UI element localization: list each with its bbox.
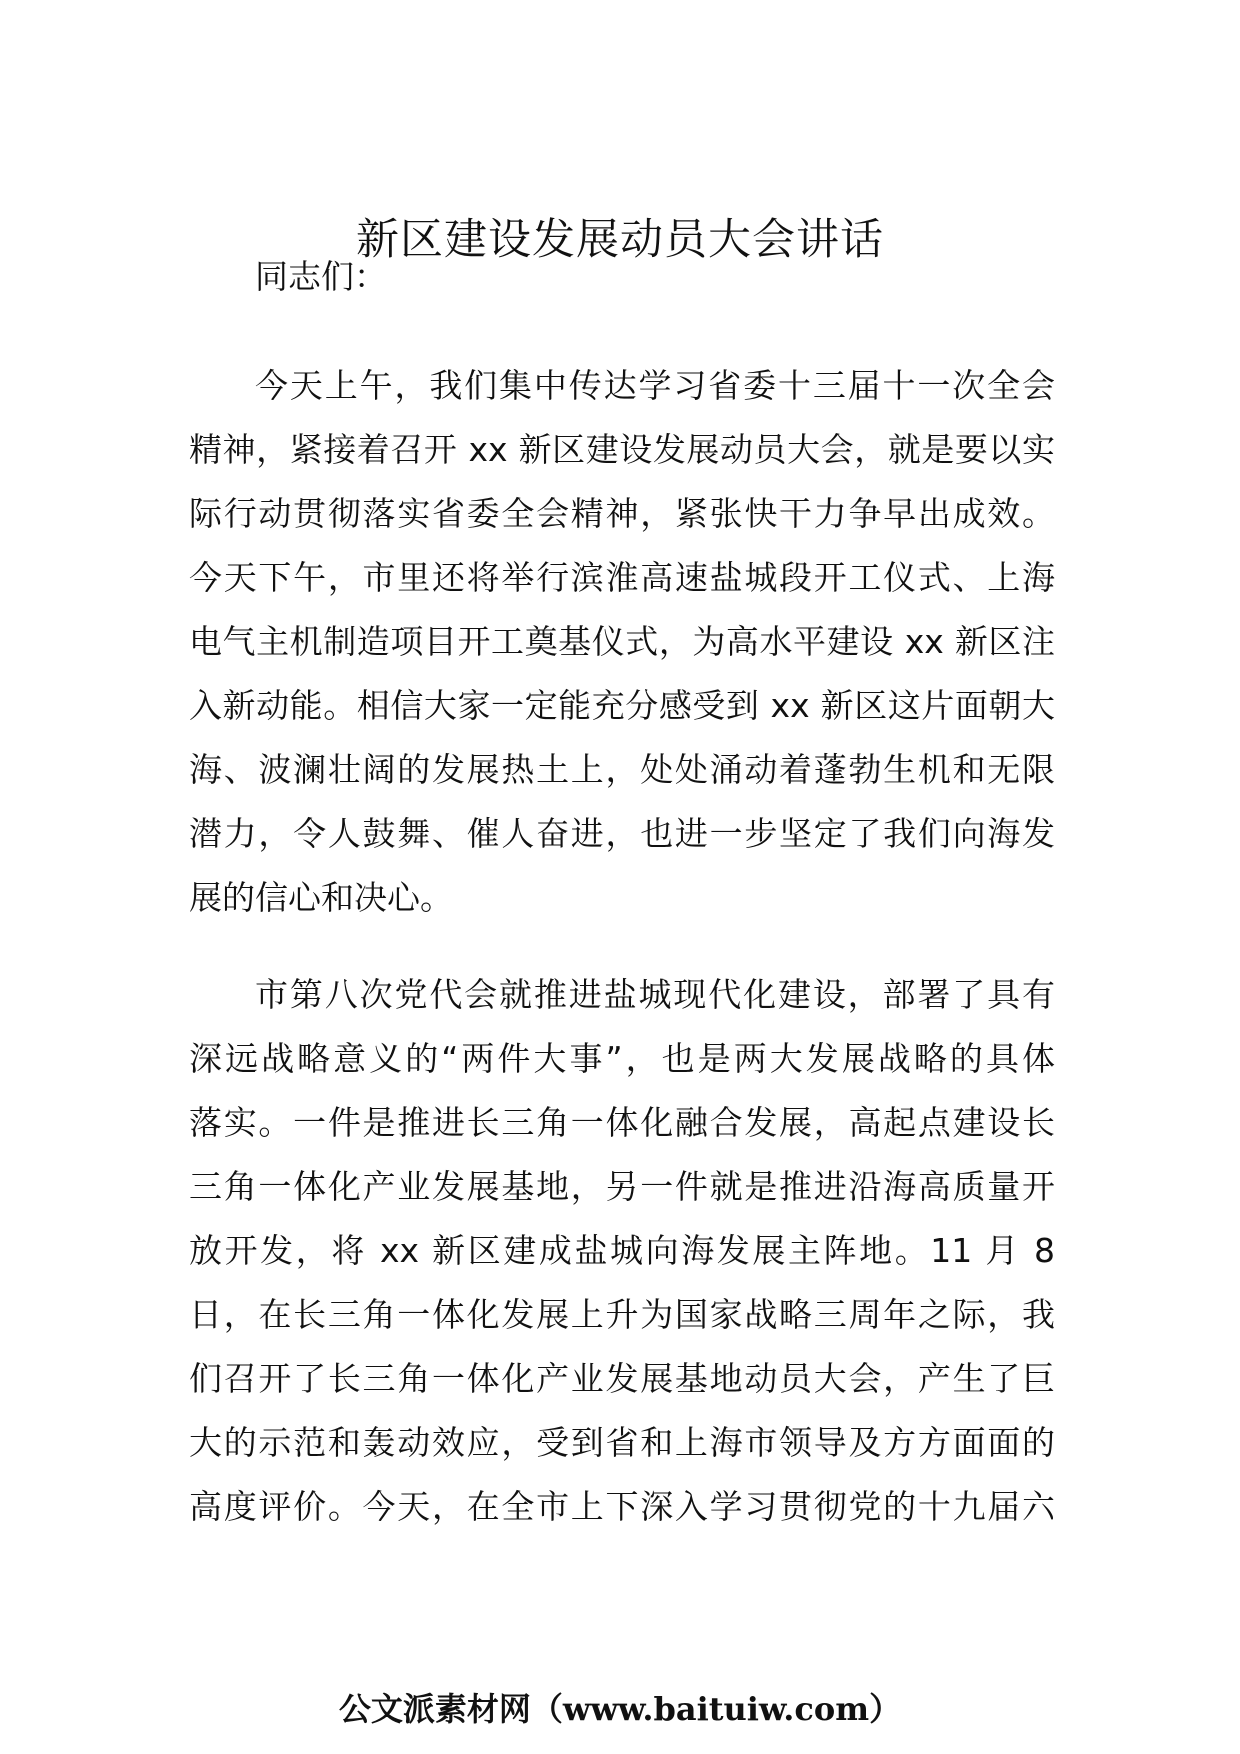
paragraph-2-line: 放开发，将 xx 新区建成盐城向海发展主阵地。11 月 8 — [189, 1231, 1055, 1270]
paragraph-1-line: 潜力，令人鼓舞、催人奋进，也进一步坚定了我们向海发 — [189, 814, 1055, 853]
footer-watermark: 公文派素材网（www.baituiw.com） — [338, 1690, 902, 1728]
paragraph-1-line: 入新动能。相信大家一定能充分感受到 xx 新区这片面朝大 — [189, 686, 1055, 725]
paragraph-2-line: 落实。一件是推进长三角一体化融合发展，高起点建设长 — [189, 1103, 1055, 1142]
paragraph-1-line: 电气主机制造项目开工奠基仪式，为高水平建设 xx 新区注 — [189, 622, 1055, 661]
paragraph-1-line: 际行动贯彻落实省委全会精神，紧张快干力争早出成效。 — [189, 494, 1055, 533]
paragraph-2-line: 深远战略意义的“两件大事”，也是两大发展战略的具体 — [189, 1039, 1055, 1078]
paragraph-1-line: 展的信心和决心。 — [189, 878, 453, 917]
paragraph-2-line: 们召开了长三角一体化产业发展基地动员大会，产生了巨 — [189, 1359, 1055, 1398]
paragraph-1-line: 今天上午，我们集中传达学习省委十三届十一次全会 — [255, 366, 1055, 405]
salutation-line: 同志们： — [255, 257, 387, 296]
paragraph-1-line: 海、波澜壮阔的发展热土上，处处涌动着蓬勃生机和无限 — [189, 750, 1055, 789]
salutation — [189, 245, 1055, 309]
paragraph-1 — [189, 354, 1055, 930]
paragraph-2-line: 市第八次党代会就推进盐城现代化建设，部署了具有 — [255, 975, 1055, 1014]
paragraph-2 — [189, 963, 1055, 1539]
paragraph-1-line: 精神，紧接着召开 xx 新区建设发展动员大会，就是要以实 — [189, 430, 1055, 469]
page-title: 新区建设发展动员大会讲话 — [356, 214, 884, 265]
paragraph-2-line: 三角一体化产业发展基地，另一件就是推进沿海高质量开 — [189, 1167, 1055, 1206]
paragraph-2-line: 日，在长三角一体化发展上升为国家战略三周年之际，我 — [189, 1295, 1055, 1334]
paragraph-2-line: 大的示范和轰动效应，受到省和上海市领导及方方面面的 — [189, 1423, 1055, 1462]
paragraph-1-line: 今天下午，市里还将举行滨淮高速盐城段开工仪式、上海 — [189, 558, 1055, 597]
paragraph-2-line: 高度评价。今天，在全市上下深入学习贯彻党的十九届六 — [189, 1487, 1055, 1526]
